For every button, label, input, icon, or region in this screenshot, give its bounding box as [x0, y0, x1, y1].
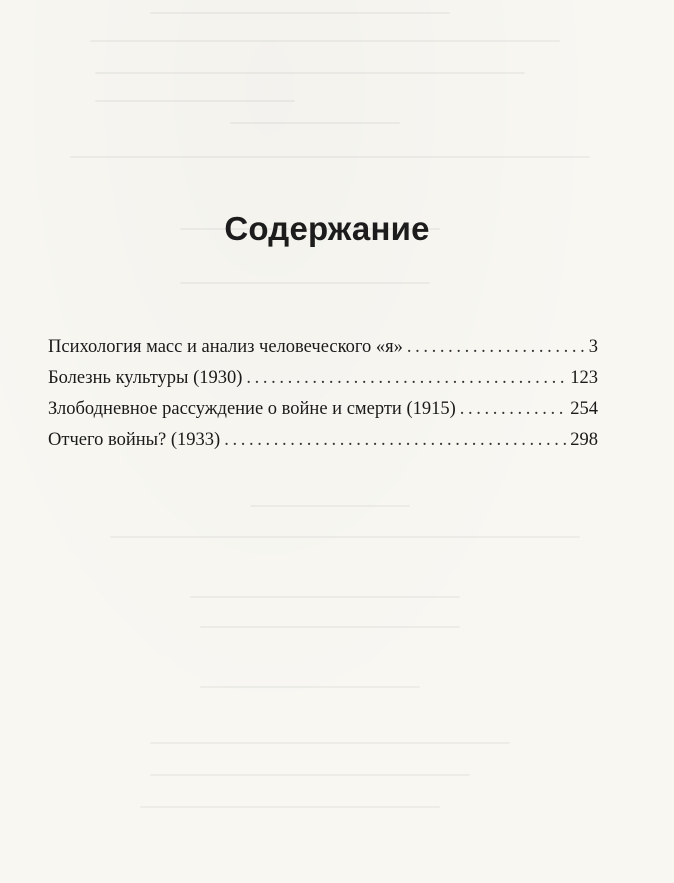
toc-entry-page: 254 [570, 399, 598, 419]
toc-leader-dots [224, 425, 566, 456]
toc-entry[interactable] [48, 332, 598, 363]
table-of-contents [48, 332, 598, 456]
toc-leader-dots [407, 332, 585, 363]
toc-entry-title: Отчего войны? (1933) [48, 430, 221, 450]
toc-entry[interactable] [48, 425, 598, 456]
toc-entry-title: Болезнь культуры (1930) [48, 368, 243, 388]
toc-leader-dots [246, 363, 566, 394]
toc-entry[interactable] [48, 394, 598, 425]
toc-entry-title: Злободневное рассуждение о войне и смерти (1915) [48, 399, 456, 419]
toc-entry-page: 123 [570, 368, 598, 388]
toc-entry[interactable] [48, 363, 598, 394]
toc-entry-title: Психология масс и анализ человеческого «я» [48, 337, 403, 357]
page-title: Содержание [224, 210, 430, 247]
toc-leader-dots [460, 394, 566, 425]
toc-entry-page: 298 [570, 430, 598, 450]
toc-entry-page: 3 [588, 337, 598, 357]
